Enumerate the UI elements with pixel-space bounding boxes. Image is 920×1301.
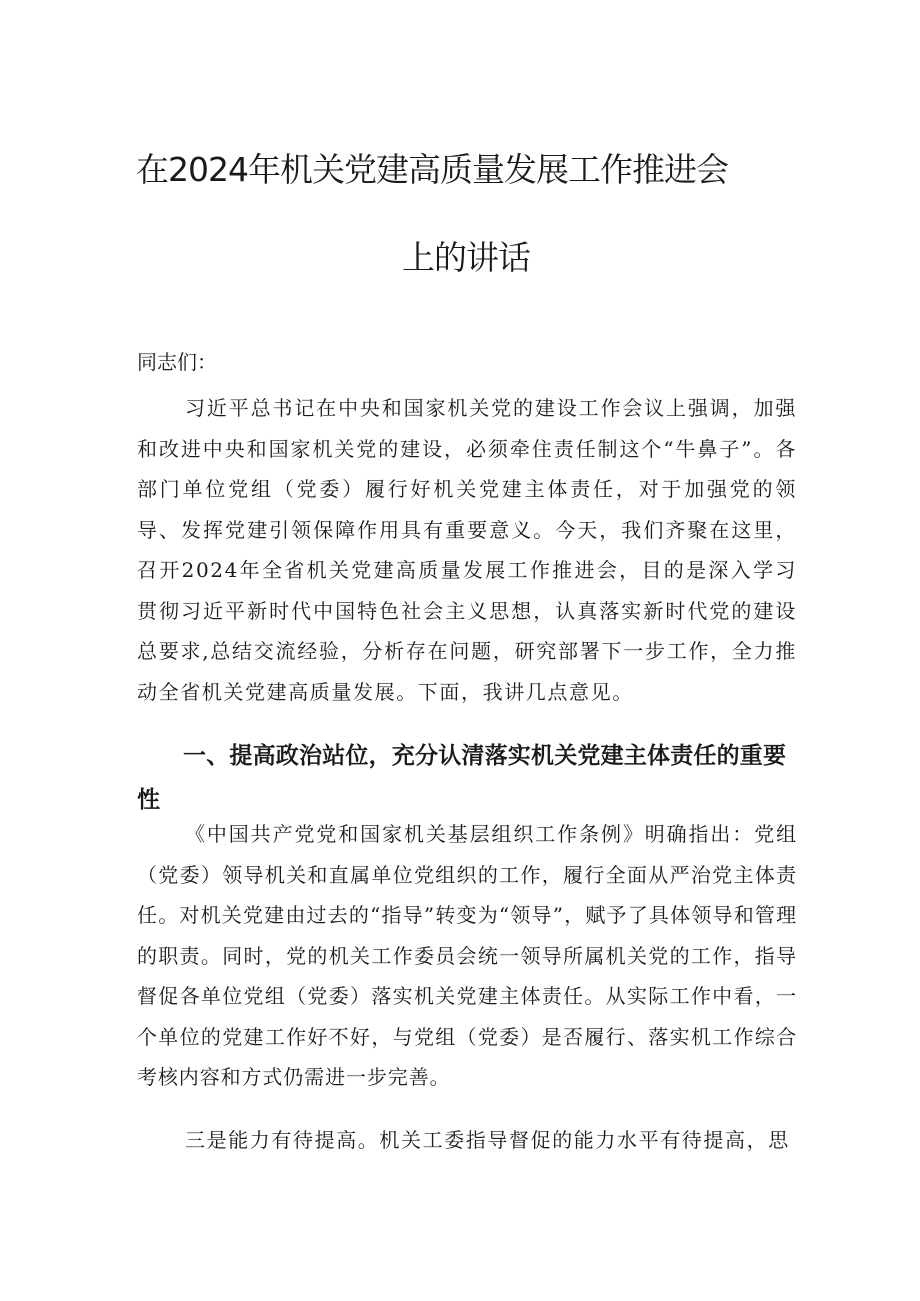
document-title-line-2: 上的讲话 xyxy=(402,238,530,277)
body-paragraph-partial: 三是能力有待提高。机关工委指导督促的能力水平有待提高，思 xyxy=(185,1128,790,1152)
section-heading-1: 一、提高政治站位，充分认清落实机关党建主体责任的重要性 xyxy=(137,743,787,813)
document-title-line-1: 在2024年机关党建高质量发展工作推进会 xyxy=(136,150,728,189)
body-paragraph-intro: 习近平总书记在中央和国家机关党的建设工作会议上强调，加强和改进中央和国家机关党的建设，必须牵住责任制这个“牛鼻子”。各部门单位党组（党委）履行好机关党建主体责任，对于加强党的领导、发挥党建引领保障作用具有重要意义。今天，我们齐聚在这里，召开2024年全省机关党建高质量发展工作推进会，目的是深入学习贯彻习近平新时代中国特色社会主义思想，认真落实新时代党的建设总要求,总结交流经验，分析存在问题，研究部署下一步工作，全力推动全省机关党建高质量发展。下面，我讲几点意见。 xyxy=(137,396,797,704)
body-paragraph-section-1: 《中国共产党党和国家机关基层组织工作条例》明确指出：党组（党委）领导机关和直属单位党组织的工作，履行全面从严治党主体责任。对机关党建由过去的“指导”转变为“领导”，赋予了具体领导和管理的职责。同时，党的机关工作委员会统一领导所属机关党的工作，指导督促各单位党组（党委）落实机关党建主体责任。从实际工作中看，一个单位的党建工作好不好，与党组（党委）是否履行、落实机工作综合考核内容和方式仍需进一步完善。 xyxy=(137,822,797,1089)
greeting: 同志们： xyxy=(137,350,217,374)
